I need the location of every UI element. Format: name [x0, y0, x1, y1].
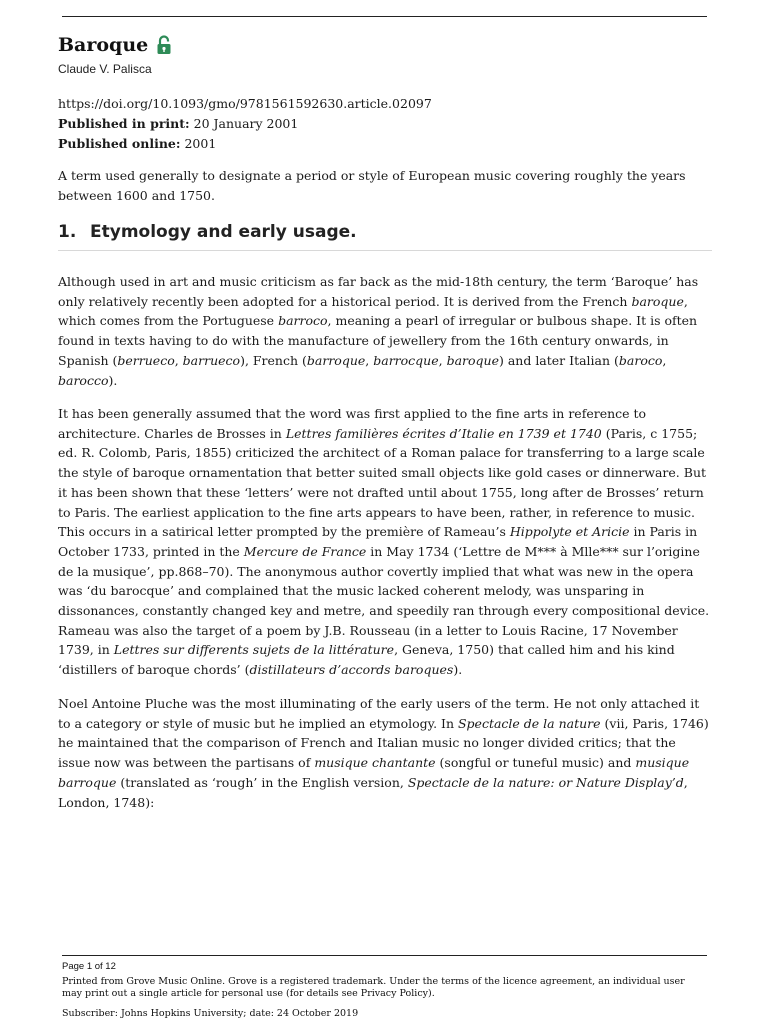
article-title: Baroque — [58, 34, 149, 56]
bottom-rule — [62, 955, 707, 956]
subscriber-line: Subscriber: Johns Hopkins University; date: 24 October 2019 — [62, 1008, 359, 1019]
online-date: 2001 — [184, 136, 217, 151]
paragraph-3: Noel Antoine Pluche was the most illuminating of the early users of the term. He not only attached it to a category or style of music but he implied an etymology. In Spectacle de la nature (vii, Paris, 1746) he maintained that the comparison of French and Italian music no longer divided critics; that the issue now was between the partisans of musique chantante (songful or tuneful music) and musique barroque (translated as ‘rough’ in the English version, Spectacle de la nature: or Nature Display’d, London, 1748): — [58, 696, 709, 810]
section-heading — [58, 222, 357, 242]
section-title: Etymology and early usage. — [90, 222, 357, 242]
section-rule — [58, 250, 712, 251]
article-author: Claude V. Palisca — [58, 62, 152, 76]
online-date-line — [58, 134, 432, 154]
section-number: 1. — [58, 222, 77, 242]
print-date: 20 January 2001 — [193, 116, 299, 131]
print-notice: Printed from Grove Music Online. Grove is a registered trademark. Under the terms of the licence agreement, an individual user may print out a single article for personal use (for details see Privacy Policy). — [62, 976, 685, 999]
paragraph-1: Although used in art and music criticism as far back as the mid-18th century, the term ‘Baroque’ has only relatively recently been adopted for a historical period. It is derived from the French baroque, which comes from the Portuguese barroco, meaning a pearl of irregular or bulbous shape. It is often found in texts having to do with the manufacture of jewellery from the 16th century onwards, in Spanish (berrueco, barrueco), French (barroque, barrocque, baroque) and later Italian (baroco, barocco). — [58, 274, 699, 388]
print-label: Published in print: — [58, 116, 190, 131]
print-date-line — [58, 114, 432, 134]
doi-link[interactable]: https://doi.org/10.1093/gmo/9781561592630.article.02097 — [58, 96, 432, 111]
title-row — [58, 34, 172, 56]
page-number: Page 1 of 12 — [62, 961, 116, 972]
unlocked-padlock-icon — [156, 35, 172, 55]
paragraph-2: It has been generally assumed that the word was first applied to the fine arts in reference to architecture. Charles de Brosses in Lettres familières écrites d’Italie en 1739 et 1740 (Paris, c 1755; ed. R. Colomb, Paris, 1855) criticized the architect of a Roman palace for transferring to a large scale the style of baroque ornamentation that better suited small objects like gold cases or dinnerware. But it has been shown that these ‘letters’ were not drafted until about 1755, long after de Brosses’ return to Paris. The earliest application to the fine arts appears to have been, rather, in reference to music. This occurs in a satirical letter prompted by the première of Rameau’s Hippolyte et Aricie in Paris in October 1733, printed in the Mercure de France in May 1734 (‘Lettre de M*** à Mlle*** sur l’origine de la musique’, pp.868–70). The anonymous author covertly implied that what was new in the opera was ‘du barocque’ and complained that the music lacked coherent melody, was unsparing in dissonances, constantly changed key and metre, and speedily ran through every compositional device. Rameau was also the target of a poem by J.B. Rousseau (in a letter to Louis Racine, 17 November 1739, in Lettres sur differents sujets de la littérature, Geneva, 1750) that called him and his kind ‘distillers of baroque chords’ (distillateurs d’accords baroques). — [58, 406, 710, 678]
publication-meta — [58, 94, 432, 154]
online-label: Published online: — [58, 136, 181, 151]
top-rule — [62, 16, 707, 17]
intro-paragraph: A term used generally to designate a period or style of European music covering roughly the years between 1600 and 1750. — [58, 168, 686, 203]
